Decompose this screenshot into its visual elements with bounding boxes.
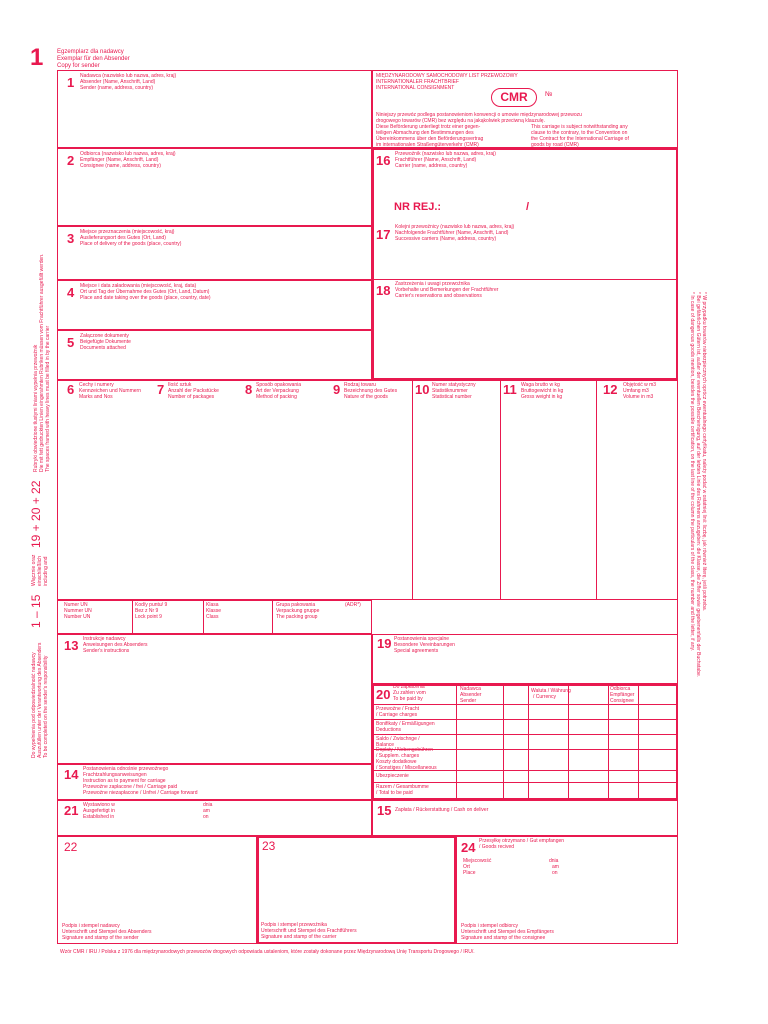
side-note-dangerous-goods: * W przypadku towarów niebezpiecznych oprócz ewentualnego certyfikatu, należy podać w ostatniej linii: liczbę, jak również literę, jeśli potrzeba. * Bei gefährlichen Gütern ist, außer der eventuellen Bescheinigung, auf der letzten Linie des Rahmens anzugeben: die Klasse, die Ziffer sowie gegebenenfalls der Buchstabe. * In case of dangerous goods mention, besides the possible certification, on the last line of the column the particulars of the class, the number and the letter, if any.: [689, 292, 707, 678]
goods-divider-10: [412, 380, 413, 600]
field-24-label: Przesyłkę otrzymano / Gut empfangen / Goods recived: [479, 838, 565, 850]
field-13-number: 13: [64, 638, 79, 653]
f20-col-currency: Waluta / Währung / Currency: [531, 688, 571, 700]
field-11-label: Waga brutto w kg Bruttogewicht in kg Gross weight in kg: [521, 382, 564, 400]
field-24-date-label: dnia am on: [549, 858, 559, 876]
field-7-packages[interactable]: [157, 382, 242, 582]
cmr-title: MIĘDZYNARODOWY SAMOCHODOWY LIST PRZEWOZOWY INTERNATIONALER FRACHTBRIEF INTERNATIONAL CONSIGNMENT: [376, 73, 518, 91]
field-15-label: Zapłata / Rückerstattung / Cash on deliver: [395, 807, 489, 813]
adr-divider-1: [132, 600, 133, 634]
field-4-label: Miejsce i data załadowania (miejscowość, kraj, data) Ort und Tag der Übernahme des Gutes (Ort, Land, Datum) Place and date taking over the goods (place, country, date): [80, 283, 211, 301]
field-9-nature-of-goods[interactable]: [333, 382, 411, 582]
footer-note: Wzór CMR / IRU / Polska z 1976 dla międzynarodowych przewozów drogowych odpowiada ustaleniom, które zostały dokonane przez Międzynarodową Unię Transportu Drogowego / IRU/.: [60, 949, 475, 955]
field-4-place-date-loading[interactable]: [57, 280, 372, 330]
f20-col-sender: Nadawca Absender Sender: [460, 686, 482, 704]
field-11-gross-weight[interactable]: [502, 382, 594, 582]
f20-row-carriage: Przewoźne / Fracht / Carriage charges: [376, 706, 420, 718]
field-22-label: Podpis i stempel nadawcy Unterschrift und Stempel des Absenders Signature and stamp of the sender: [62, 923, 152, 941]
field-6-number: 6: [67, 382, 75, 397]
field-2-number: 2: [67, 153, 75, 168]
field-23-label: Podpis i stempel przewoźnika Unterschrift und Stempel des Frachtführers Signature and stamp of the carrier: [261, 922, 357, 940]
field-18-label: Zastrzeżenia i uwagi przewoźnika Vorbehalte und Bemerkungen der Frachtführer Carrier's reservations and observations: [395, 281, 499, 299]
field-14-number: 14: [64, 767, 79, 782]
field-12-number: 12: [603, 382, 618, 397]
field-24-sign-label: Podpis i stempel odbiorcy Unterschrift und Stempel des Empfängers Signature and stamp of the consignee: [461, 923, 554, 941]
goods-divider-12: [596, 380, 597, 600]
field-7-label: Ilość sztuk Anzahl der Packstücke Number of packages: [168, 382, 219, 400]
field-10-number: 10: [415, 382, 430, 397]
cmr-notice-right: This carriage is subject notwithstanding any clause to the contrary, to the Convention on the Contract for the International Carriage of goods by road (CMR): [531, 124, 629, 148]
field-12-volume[interactable]: [598, 382, 676, 582]
side-range-1-15: 1 – 15: [29, 594, 43, 628]
field-3-label: Miejsce przeznaczenia (miejscowość, kraj) Auslieferungsort des Gutes (Ort, Land) Place of delivery of the goods (place, country): [80, 229, 182, 247]
field-3-place-of-delivery[interactable]: [57, 226, 372, 280]
field-8-label: Sposób opakowania Art der Verpackung Method of packing: [256, 382, 302, 400]
goods-divider-11: [500, 380, 501, 600]
f20-row-supplementary: Dopłaty / Nebengebühren / Supplem. charges: [376, 747, 433, 759]
cmr-notice-left: Niniejszy przewóz podlega postanowieniom konwencji o umowie międzynarodowej przewozu drogowego towarów (CMR) bez względu na jakąkolwiek przeciwną klauzulę. Diese Beförderung unterliegt trotz einer gegen- teiligen Abmachung den Bestimmungen des Übereinkommens über den Beförderungsvertrag im internationalen Straßengüterverkehr (CMR): [376, 112, 582, 148]
field-6-label: Cechy i numery Kennzeichen und Nummern Marks and Nos: [79, 382, 141, 400]
registration-number-label: NR REJ.:: [394, 201, 442, 213]
side-range-19-20-22: 19 + 20 + 22: [29, 480, 43, 548]
field-10-statistical-number[interactable]: [414, 382, 498, 582]
field-8-packing[interactable]: [245, 382, 330, 582]
registration-number-slash: /: [526, 201, 530, 213]
field-24-place-label: Miejscowość Ort Place: [463, 858, 492, 876]
field-7-number: 7: [157, 382, 165, 397]
f20-row-line-5: [372, 782, 678, 783]
field-23-number: 23: [262, 839, 276, 853]
field-17-number: 17: [376, 227, 391, 242]
field-6-marks[interactable]: [67, 382, 152, 582]
field-3-number: 3: [67, 231, 75, 246]
field-13-label: Instrukcje nadawcy Anweisungen des Absenders Sender's instructions: [83, 636, 148, 654]
field-5-documents-attached[interactable]: [57, 330, 372, 380]
field-21-date-label: dnia am on: [203, 802, 213, 820]
f20-row-line-1: [372, 719, 678, 720]
field-23-carrier-signature[interactable]: [257, 836, 456, 944]
field-22-sender-signature[interactable]: [57, 836, 257, 944]
field-24-number: 24: [461, 840, 476, 855]
field-1-number: 1: [67, 75, 75, 90]
field-1-sender[interactable]: [57, 70, 372, 148]
field-20-label: Do zapłacenia Zu zahlen vom To be paid by: [393, 684, 426, 702]
f20-row-deductions: Bonifikaty / Ermäßigungen Deductions: [376, 721, 435, 733]
field-19-label: Postanowienia specjalne Besondere Vereinbarungen Special agreements: [394, 636, 455, 654]
field-18-carrier-reservations[interactable]: [374, 280, 676, 378]
field-17-successive-carriers[interactable]: [374, 222, 676, 278]
adr-code[interactable]: Kod/y puntu/ 9 Bez z Nr 9 Lock point 9: [135, 602, 168, 620]
adr-class[interactable]: Klasa Klasse Class: [206, 602, 222, 620]
field-19-special-agreements[interactable]: [372, 634, 678, 684]
adr-divider-3: [272, 600, 273, 634]
field-21-number: 21: [64, 803, 79, 818]
adr-divider-2: [203, 600, 204, 634]
field-20-number: 20: [376, 687, 391, 702]
field-16-number: 16: [376, 153, 391, 168]
copy-number: 1: [30, 44, 44, 71]
side-note-carrier-heavy-lines: Rubryki obwiedzione tłustymi liniami wypełnia przewoźnik Die mit fett gedruckten Linien eingerahmten Rubriken müssen vom Frachtführer ausgefüllt werden. The spaces framed with heavy lines must be filled in by the carrier: [33, 253, 51, 472]
field-11-number: 11: [503, 382, 517, 397]
field-2-label: Odbiorca (nazwisko lub nazwa, adres, kraj) Empfänger (Name, Anschrift, Land) Consignee (name, address, country): [80, 151, 176, 169]
f20-row-line-2: [372, 734, 678, 735]
f20-row-total: Razem / Gesambumme / Total to be paid: [376, 784, 429, 796]
field-8-number: 8: [245, 382, 253, 397]
side-note-sender-responsibility: Do wypełnienia pod odpowiedzialność nadawcy Auszufüllen unter der Verantwortung des Absenders To be completed on the sender's responsibility: [31, 642, 49, 758]
adr-packing-group[interactable]: Grupa pakowania Verpackung gruppe The packing group: [276, 602, 320, 620]
field-9-label: Rodzaj towaru Bezeichnung des Gutes Nature of the goods: [344, 382, 398, 400]
field-9-number: 9: [333, 382, 341, 397]
field-15-cash-on-delivery[interactable]: [372, 800, 678, 836]
field-17-label: Kolejni przewoźnicy (nazwisko lub nazwa, adres, kraj) Nachfolgende Frachtführer (Name, Anschrift, Land) Successive carriers (Name, address, country): [395, 224, 515, 242]
field-2-consignee[interactable]: [57, 148, 372, 226]
field-16-carrier[interactable]: [374, 150, 676, 220]
field-14-label: Postanowienia odnośnie przewoźnego Frachtzahlungsanweisungen Instruction as to payment for carriage Przewoźne zapłacone / frei / Carriage paid Przewoźne niezapłacone / Unfrei / Carriage forward: [83, 766, 198, 796]
f20-col-consignee: Odbiorca Empfänger Consignee: [610, 686, 635, 704]
f20-row-insurance: Ubezpieczenie: [376, 773, 409, 779]
field-21-established-in[interactable]: [57, 800, 372, 836]
field-15-number: 15: [377, 803, 392, 818]
field-5-number: 5: [67, 335, 75, 350]
field-16-label: Przewoźnik (nazwisko lub nazwa, adres, kraj) Frachtführer (Name, Anschrift, Land) Carrier (name, address, country): [395, 151, 496, 169]
field-10-label: Numer statystyczny Statistiknummer Statistical number: [432, 382, 476, 400]
field-1-label: Nadawca (nazwisko lub nazwa, adres, kraj) Absender (Name, Anschrift, Land) Sender (name, address, country): [80, 73, 177, 91]
field-4-number: 4: [67, 285, 75, 300]
field-14-payment-instructions[interactable]: [57, 764, 372, 800]
cmr-badge: CMR: [491, 88, 537, 107]
adr-label: (ADR*): [345, 602, 361, 608]
f20-row-balance: Saldo / Zwischnge / Balance: [376, 736, 420, 748]
side-note-including: Włącznie oraz einschließlich including and: [31, 554, 49, 586]
field-12-label: Objętość w m3 Umfang m3 Volume in m3: [623, 382, 657, 400]
cmr-header: [372, 70, 678, 148]
cmr-number-sign: №: [545, 91, 553, 98]
field-22-number: 22: [64, 840, 78, 854]
f20-row-line-0: [372, 704, 678, 705]
adr-un-number[interactable]: Numer UN Nummer UN Number UN: [64, 602, 92, 620]
field-21-label: Wystawiono w Ausgefertigt in Established in: [83, 802, 115, 820]
f20-row-misc: Koszty dodatkowe / Sonstiges / Miscellaneous: [376, 759, 437, 771]
copy-designation: Egzemplarz dla nadawcy Exemplar für den Absender Copy for sender: [57, 49, 130, 69]
field-5-label: Załączone dokumenty Beigefügte Dokumente Documents attached: [80, 333, 131, 351]
field-19-number: 19: [377, 636, 392, 651]
field-24-goods-received[interactable]: [456, 836, 678, 944]
field-13-sender-instructions[interactable]: [57, 634, 372, 764]
field-18-number: 18: [376, 283, 391, 298]
